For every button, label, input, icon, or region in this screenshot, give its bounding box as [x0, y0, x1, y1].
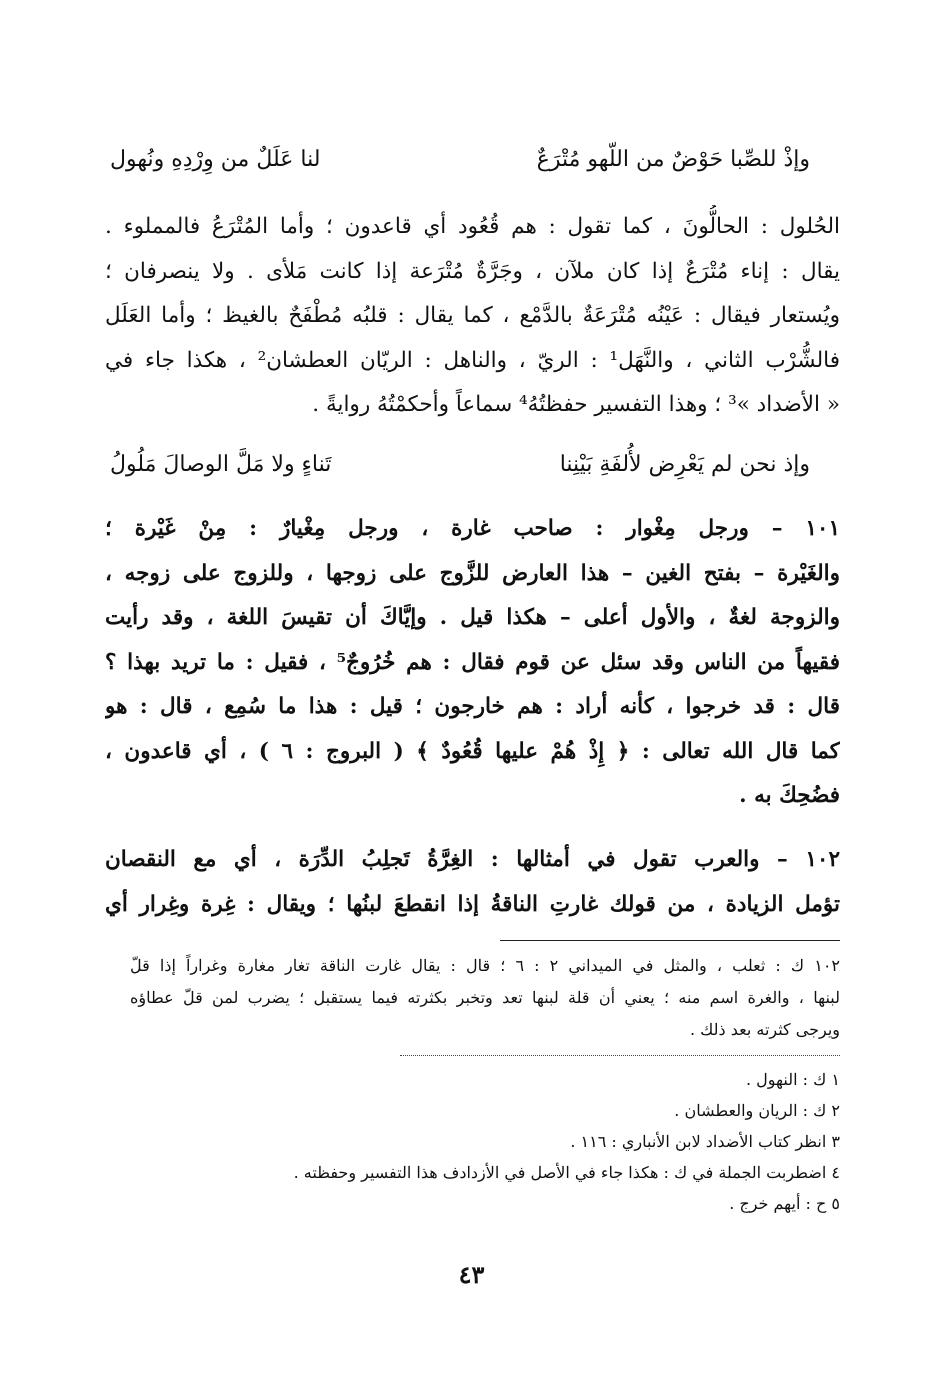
- verse-2-second-hemistich: تَناءٍ ولا مَلَّ الوصالَ مَلُولُ: [110, 452, 332, 477]
- footnotes-separator: [400, 1055, 840, 1056]
- text-line: ويُستعار فيقال : عَيْنُه مُتْرَعَةٌ بالدَّمْع ، كما يقال : قلبُه مُطْفَحٌ بالغيظ ؛ وأما العَلَل: [105, 303, 840, 328]
- page-number: ٤٣: [458, 1260, 485, 1289]
- paragraph-101: [105, 507, 840, 819]
- text-line: كما قال الله تعالى : ﴿ إِذْ هُمْ عليها قُعُودٌ ﴾ ( البروج : ٦ ) ، أي قاعدون ،: [105, 738, 840, 764]
- commentary-paragraph: [105, 205, 840, 428]
- notes-separator: [500, 940, 840, 941]
- editor-note-102: [130, 950, 840, 1046]
- footnote: ١ ك : النهول .: [745, 1070, 840, 1089]
- note-line: ١٠٢ ك : ثعلب ، والمثل في الميداني ٢ : ٦ ؛ قال : يقال غارت الناقة تغار مغارة وغراراً إذا قلّ: [130, 956, 840, 975]
- text-line: يقال : إناء مُتْرَعٌ إذا كان ملآن ، وجَرَّةٌ مُتْرَعة إذا كانت مَلأى . ولا ينصرفان ؛: [105, 258, 840, 284]
- verse-2: [110, 445, 810, 485]
- paragraph-102: [105, 838, 840, 927]
- verse-2-first-hemistich: وإذ نحن لم يَعْرِض لأُلفَةِ بَيْنِنا: [559, 452, 810, 477]
- verse-1-second-hemistich: لنا عَلَلٌ من وِرْدِهِ ونُهول: [110, 147, 321, 172]
- text-line: الحُلول : الحالُّونَ ، كما تقول : هم قُعُود أي قاعدون ؛ وأما المُتْرَعُ فالمملوء .: [105, 214, 840, 239]
- text-line: تؤمل الزيادة ، من قولك غارتِ الناقةُ إذا انقطعَ لبنُها ؛ ويقال : غِرة وغِرار أي: [105, 891, 840, 917]
- footnote: ٥ ح : أيهم خرج .: [729, 1194, 840, 1213]
- note-line: ويرجى كثرته بعد ذلك .: [689, 1020, 840, 1039]
- text-line: قال : قد خرجوا ، كأنه أراد : هم خارجون ؛ قيل : هذا ما سُمِع ، قال : هو: [105, 694, 840, 719]
- text-line: فالشُّرْب الثاني ، والنَّهَل¹ : الريّ ، والناهل : الريّان العطشان² ، هكذا جاء في: [105, 347, 840, 373]
- text-line: فقيهاً من الناس وقد سئل عن قوم فقال : هم خُرُوجٌ⁵ ، فقيل : ما تريد بهذا ؟: [105, 649, 840, 675]
- footnotes: [280, 1064, 840, 1219]
- verse-1: [110, 140, 810, 180]
- text-line: « الأضداد »³ ؛ وهذا التفسير حفظتُهُ⁴ سماعاً وأحكمْتُهُ روايةً .: [312, 392, 840, 417]
- footnote: ٤ اضطربت الجملة في ك : هكذا جاء في الأصل في الأزدادف هذا التفسير وحفظته .: [293, 1163, 840, 1182]
- note-line: لبنها ، والغرة اسم منه ؛ يعني أن قلة لبنها تعد وتخبر بكثرته فيما يستقبل ؛ يضرب لمن قلّ عطاؤه: [130, 988, 840, 1007]
- text-line: ١٠١ – ورجل مِغْوار : صاحب غارة ، ورجل مِغْيارٌ : مِنْ غَيْرة ؛: [105, 516, 840, 541]
- text-line: والغَيْرة – بفتح الغين – هذا العارض للزَّوج على زوجها ، وللزوج على زوجه ،: [105, 560, 840, 586]
- text-line: فضُحِكَ به .: [739, 783, 840, 808]
- footnote: ٣ انظر كتاب الأضداد لابن الأنباري : ١١٦ .: [570, 1132, 840, 1151]
- verse-1-first-hemistich: وإذْ للصِّبا حَوْضٌ من اللّهو مُتْرَعٌ: [536, 147, 810, 172]
- text-line: والزوجة لغةٌ ، والأول أعلى – هكذا قيل . وإيَّاكَ أن تقيسَ اللغة ، وقد رأيت: [105, 605, 840, 630]
- text-line: ١٠٢ – والعرب تقول في أمثالها : الغِرَّةُ تَجلِبُ الدِّرَة ، أي مع النقصان: [105, 847, 840, 872]
- footnote: ٢ ك : الريان والعطشان .: [674, 1101, 840, 1120]
